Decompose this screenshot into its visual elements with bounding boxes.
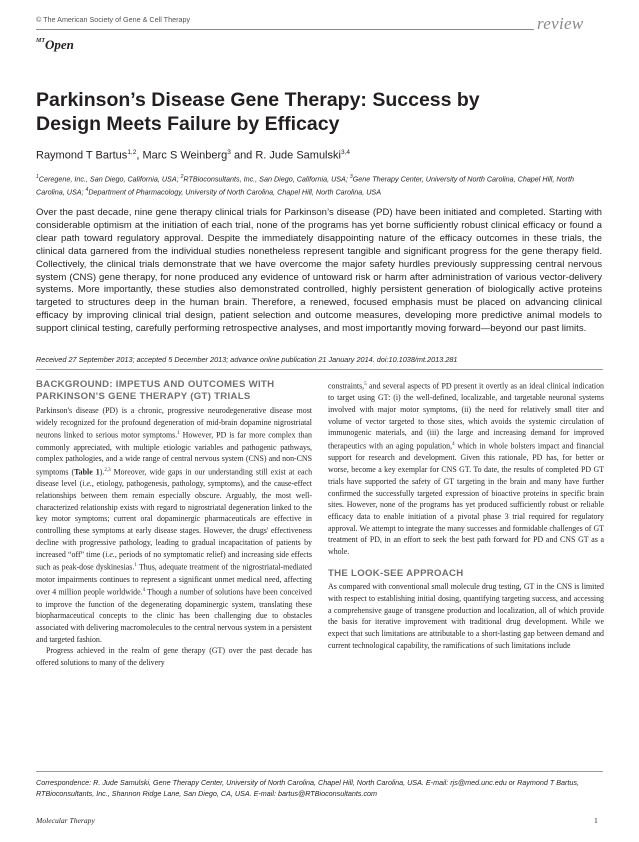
table-reference-link[interactable]: Table 1 [74,467,100,477]
affiliation-text: Gene Therapy Center, University of North Carolina, Chapel Hill, North Carolina, USA; [36,174,576,197]
author-affiliation-number: 3,4 [340,149,350,156]
received-dates-doi: Received 27 September 2013; accepted 5 December 2013; advance online publication 21 January 2014. doi:10.1038/mt.2013.281 [36,355,458,364]
heading-line-1: BACKGROUND: IMPETUS AND OUTCOMES WITH [36,379,275,390]
text-run: Parkinson's disease (PD) is a chronic, progressive neurodegenerative disease most widely recognized for the profound degeneration of mid-brain dopamine nigrostriatal neurons linked to serious motor symptoms. [36,405,312,440]
author-affiliation-number: 1,2 [127,149,137,156]
text-run: Thus, adequate treatment of the nigrostriatal-mediated motor impairments continues to represent a significant unmet medical need, affecting over 4 million people worldwide. [36,562,312,597]
article-title [36,88,596,136]
author-list [36,149,350,162]
paragraph-4: As compared with conventional small molecule drug testing, GT in the CNS is limited with respect to establishing initial dosing, quantifying targeting success, and accessing a comprehensive gauge of transgene production and localization, all of which provide the basis for iterative improvement with traditional drug development. While we expect that such limitations are attributable to a short-lasting gap between demand and current technological capability, the ramifications of such limitations include [328,582,604,650]
affiliation-number: 2 [180,174,184,180]
title-line-2: Design Meets Failure by Efficacy [36,113,340,135]
header-rule [36,29,534,30]
reference-citation[interactable]: 5 [364,382,367,387]
reference-citation[interactable]: 4 [452,442,455,448]
copyright-notice: © The American Society of Gene & Cell Therapy [36,15,191,24]
abstract: Over the past decade, nine gene therapy clinical trials for Parkinson’s disease (PD) have been initiated and completed. Starting with considerable optimism at the initiation of each trial, none of the programs has yet borne sufficiently robust clinical efficacy or found a clear path toward regulatory approval. Despite the immediately disappointing nature of the efficacy outcomes in these trials, the clinical data garnered from the individual studies nonetheless represent tangible and significant progress for the gene therapy field. Collectively, the clinical trials demonstrate that we have overcome the major safety hurdles previously suppressing central nervous system (CNS) gene therapy, for none produced any evidence of untoward risk or harm after administration of various vector-delivery systems. More importantly, these studies also demonstrated controlled, highly persistent generation of biologically active proteins targeted to structures deep in the human brain. Therefore, a renewed, focused emphasis must be placed on advancing clinical efficacy by improving clinical trial design, patient selection and outcome measures, developing more predictive animal models to support clinical testing, carefully performing retrospective analyses, and most importantly moving forward—beyond our past limits. [36,207,602,335]
logo-superscript: MT [36,38,45,44]
heading-line-2: PARKINSON’S GENE THERAPY (GT) TRIALS [36,391,251,403]
journal-logo [36,37,74,53]
text-run-italic: i.e. [82,479,92,489]
text-run: which in whole bolsters impact and financial support for research and development. Given this rationale, PD has, for better or worse, become a key exemplar for CNS GT. To date, the results of completed PD GT trials have supported the safety of GT targeting in the brain and many have further confirmed the successfully targeted expression of bioactive proteins in specific brain sites. However, none of the programs has yet produced sufficiently robust or reliable efficacy data to enable initiation of a pivotal phase 3 trial required for regulatory approval. We attempt to integrate the many successes and formidable challenges of GT treatment of PD, in an effort to seek the best path forward for PD and CNS GT as a whole. [328,441,604,557]
author-separator: and [230,149,256,162]
affiliation-number: 3 [349,174,353,180]
reference-citation[interactable]: 4 [142,588,146,594]
right-column [328,379,604,651]
left-column [36,379,312,669]
footer-rule [36,771,603,772]
journal-name: Molecular Therapy [36,816,95,825]
text-run: Though a number of solutions have been conceived to improve the function of the degenerating dopaminergic system, translating these biopharmaceutical concepts to the clinic has been challenging due to obstacles associated with delivering macromolecules to the central nervous system in a persistent and targeted fashion. [36,587,313,644]
reference-citation[interactable]: 1 [134,563,137,569]
page-number: 1 [594,816,598,825]
text-run: ). [99,467,105,477]
paragraph-3 [328,379,604,558]
text-run: However, PD is far more complex than commonly appreciated, with multiple etiologic variables and pathogenic pathways, complex pathologies, and a wide range of central nervous system (CNS) and non-CNS symptoms ( [36,430,312,477]
text-run: , etiology, pathogenesis, pathology, symptoms), and the cause-effect relationships between them remain especially obscure. Arguably, the most well-characterized relationship exists with regard to nigrostriatal degeneration linked to the key motor symptoms; current oral dopaminergic pharmaceuticals are effective in controlling these symptoms at early disease stages. However, the drugs' effectiveness decline with progressive pathology, leading to gradual incapacitation of patients by increased “off” time ( [36,479,312,559]
section-tag: review [537,14,584,33]
text-run: , periods of no symptomatic relief) and increasing side effects such as peak-dose dyskinesias. [36,549,312,572]
text-run: and several aspects of PD present it overtly as an ideal clinical indication to target using GT: (i) the well-defined, localizable, and targetable neuronal systems involved with major motor symptoms, (ii) the need for relatively small titer and volume of vector targeted to those sites, which avoids the systemic circulation of immunogenic materials, and (iii) the large and increasing demand for improved therapeutics with an aging population, [328,381,604,451]
author-name: Raymond T Bartus [36,149,128,162]
affiliation-number: 4 [85,186,89,193]
affiliation-text: Department of Pharmacology, University of North Carolina, Chapel Hill, North Carolina, USA [88,187,382,197]
affiliation-number: 1 [36,174,39,180]
section-heading-background [36,379,312,404]
text-run: constraints, [328,381,365,391]
correspondence: Correspondence: R. Jude Samulski, Gene Therapy Center, University of North Carolina, Chapel Hill, North Carolina, USA. E-mail: rjs@med.unc.edu or Raymond T Bartus, RTBioconsultants, Inc., Shannon Ridge Lane, San Diego, CA, USA. E-mail: bartus@RTBioconsultants.com [36,778,579,799]
reference-citation[interactable]: 1 [177,431,180,437]
affiliations [36,172,601,198]
author-separator: , [136,149,143,162]
title-line-1: Parkinson’s Disease Gene Therapy: Success by [36,89,480,111]
text-run: Moreover, wide gaps in our understanding still exist at each disease level ( [36,467,313,489]
paragraph-1 [36,405,312,646]
text-run-italic: i.e. [105,549,115,559]
author-affiliation-number: 3 [227,149,231,156]
paragraph-2: Progress achieved in the realm of gene therapy (GT) over the past decade has offered solutions to many of the delivery [36,646,312,668]
affiliation-text: Ceregene, Inc., San Diego, California, USA; [38,174,181,184]
author-name: R. Jude Samulski [255,149,341,162]
abstract-rule [36,369,603,370]
logo-main: Open [45,37,74,52]
reference-citation[interactable]: 2,3 [104,467,111,473]
section-heading-look-see: THE LOOK-SEE APPROACH [328,567,464,579]
affiliation-text: RTBioconsultants, Inc., San Diego, California, USA; [183,174,350,184]
author-name: Marc S Weinberg [142,149,228,162]
